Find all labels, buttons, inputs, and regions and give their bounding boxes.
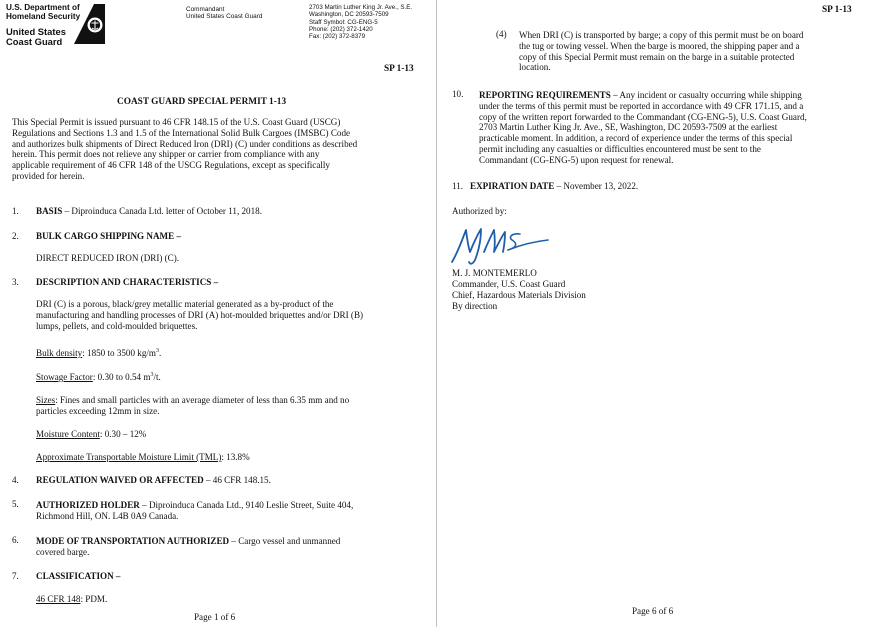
letterhead-commandant: Commandant United States Coast Guard (186, 6, 263, 21)
signer-name: M. J. MONTEMERLO (452, 268, 537, 278)
section-7-heading: CLASSIFICATION – (36, 571, 121, 581)
item-4-number: (4) (496, 29, 507, 39)
signer-title: Chief, Hazardous Materials Division (452, 289, 586, 300)
section-11-number: 11. (452, 181, 464, 191)
coast-guard-logo-icon (74, 4, 105, 44)
section-3-heading: DESCRIPTION AND CHARACTERISTICS – (36, 277, 219, 287)
permit-number-right: SP 1-13 (822, 5, 852, 15)
section-6-transport-mode: MODE OF TRANSPORTATION AUTHORIZED – Cargo vessel and unmanned covered barge. (36, 536, 341, 557)
signer-rank: Commander, U.S. Coast Guard (452, 278, 566, 289)
particle-sizes: Sizes: Fines and small particles with an average diameter of less than 6.35 mm and no particles exceeding 12mm in size. (36, 395, 350, 416)
transportable-moisture-limit: Approximate Transportable Moisture Limit (TML): 13.8% (36, 452, 250, 462)
dhs-dept-name: U.S. Department of Homeland Security (6, 3, 81, 21)
uscg-name: United States Coast Guard (6, 26, 66, 47)
permit-number: SP 1-13 (384, 64, 414, 74)
section-1-number: 1. (12, 206, 19, 216)
letterhead-address: 2703 Martin Luther King Jr. Ave., S.E. Washington, DC 20593-7509 Staff Symbol: CG-ENG-5 Phone: (202) 372-1420 Fax: (202) 372-8379 (309, 4, 413, 41)
permit-title: COAST GUARD SPECIAL PERMIT 1-13 (117, 97, 287, 107)
section-10-reporting: REPORTING REQUIREMENTS – Any incident or casualty occurring while shipping under the terms of this permit must be reported in accordance with 49 CFR 171.15, and a copy of the written report forwarded to the Commandant (CG-ENG-5), U.S. Coast Guard, 2703 Martin Luther King Jr. Ave., SE, Washington, DC 20593-7509 at the earliest practicable moment. In addition, a record of experience under the terms of this special permit including any casualties or difficulties encountered must be sent to the Commandant (CG-ENG-5) upon request for renewal. (479, 90, 807, 165)
moisture-content: Moisture Content: 0.30 – 12% (36, 429, 147, 439)
signer-block (452, 268, 586, 312)
section-2-heading: BULK CARGO SHIPPING NAME – (36, 231, 182, 241)
section-5-authorized-holder: AUTHORIZED HOLDER – Diproinduca Canada Ltd., 9140 Leslie Street, Suite 404, Richmond Hill, ON. L4B 0A9 Canada. (36, 500, 354, 521)
section-3-number: 3. (12, 277, 19, 287)
section-4-number: 4. (12, 475, 19, 485)
section-7-number: 7. (12, 571, 19, 581)
section-11-expiration: EXPIRATION DATE – November 13, 2022. (470, 181, 639, 191)
classification-value: 46 CFR 148: PDM. (36, 594, 108, 604)
stowage-factor: Stowage Factor: 0.30 to 0.54 $m^3/t$. (36, 372, 161, 383)
authorized-by-label: Authorized by: (452, 206, 507, 216)
intro-paragraph: This Special Permit is issued pursuant to 46 CFR 148.15 of the U.S. Coast Guard (USCG) Regulations and Sections 1.3 and 1.5 of the International Solid Bulk Cargoes (IMSBC) Code and authorizes bulk shipments of Direct Reduced Iron (DRI) (C) under conditions as described herein. This permit does not relieve any shipper or carrier from compliance with any applicable requirement of 46 CFR 148 of the USCG Regulations, except as specifically provided for herein. (12, 117, 358, 181)
item-4-barge-text: When DRI (C) is transported by barge; a copy of this permit must be on board the tug or towing vessel. When the barge is moored, the shipping paper and a copy of this Special Permit must remain on the barge in a suitable protected location. (519, 30, 804, 73)
signature-image (448, 222, 550, 268)
section-4-regulation: REGULATION WAIVED OR AFFECTED – 46 CFR 148.15. (36, 475, 271, 485)
page-footer-6: Page 6 of 6 (632, 606, 674, 616)
permit-page-6 (438, 0, 870, 627)
section-5-number: 5. (12, 499, 19, 509)
section-3-description: DRI (C) is a porous, black/grey metallic material generated as a by-product of the manufacturing and handling processes of DRI (A) hot-moulded briquettes and/or DRI (B) lumps, pellets, and cold-moulded briquettes. (36, 299, 364, 331)
bulk-density: Bulk density: 1850 to 3500 $kg/m^3$. (36, 348, 162, 359)
signer-authority: By direction (452, 300, 498, 311)
page-footer-1: Page 1 of 6 (194, 612, 236, 622)
section-1-basis: BASIS – Diproinduca Canada Ltd. letter of October 11, 2018. (36, 206, 262, 216)
section-2-cargo-name: DIRECT REDUCED IRON (DRI) (C). (36, 253, 180, 263)
section-2-number: 2. (12, 231, 19, 241)
section-6-number: 6. (12, 535, 19, 545)
section-10-number: 10. (452, 89, 464, 99)
